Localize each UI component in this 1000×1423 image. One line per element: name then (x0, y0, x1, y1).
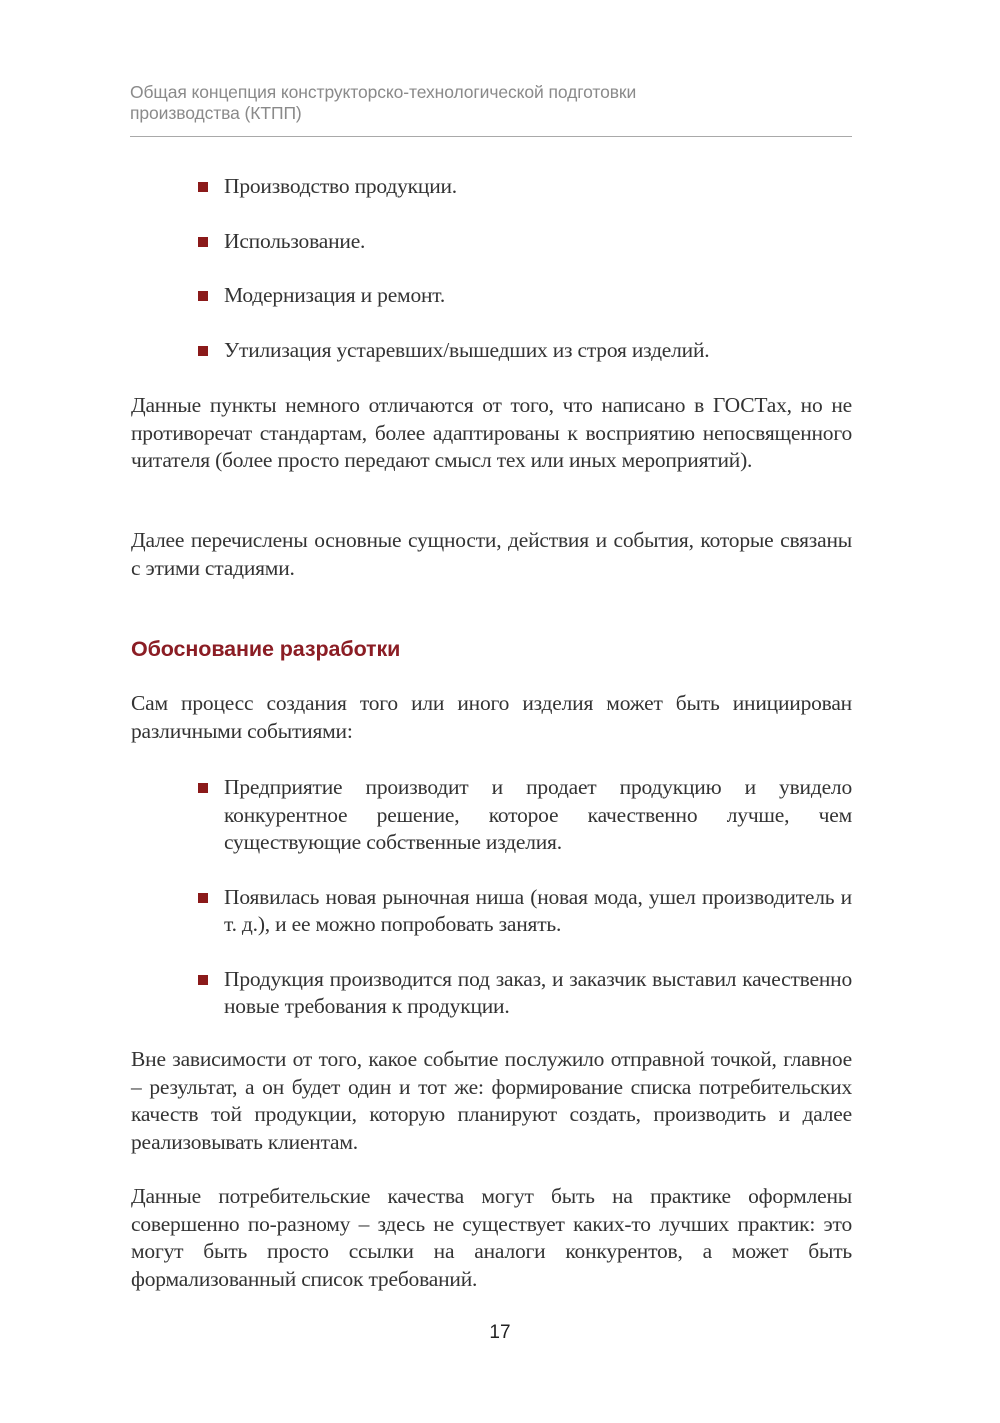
square-bullet-icon (198, 893, 208, 903)
list-item (195, 228, 852, 256)
list-item-text: Утилизация устаревших/вышедших из строя изделий. (224, 337, 710, 362)
running-header (130, 82, 770, 124)
paragraph-gost-note: Данные пункты немного отличаются от того, что написано в ГОСТах, но не противоречат стандартам, более адаптированы к восприятию непосвященного читателя (более просто передают смысл тех или иных мероприятий). (131, 393, 852, 472)
section-heading: Обоснование разработки (131, 637, 401, 661)
running-header-line-2: производства (КТПП) (130, 103, 302, 123)
square-bullet-icon (198, 975, 208, 985)
square-bullet-icon (198, 291, 208, 301)
stages-list (195, 173, 852, 364)
page-number: 17 (489, 1322, 511, 1343)
list-item-text: Использование. (224, 228, 366, 253)
running-header-line-1: Общая концепция конструкторско-технологической подготовки (130, 82, 637, 102)
square-bullet-icon (198, 182, 208, 192)
list-item (195, 337, 852, 365)
square-bullet-icon (198, 346, 208, 356)
list-item (195, 173, 852, 201)
square-bullet-icon (198, 237, 208, 247)
list-item-text: Продукция производится под заказ, и заказчик выставил качественно новые требования к продукции. (224, 966, 852, 1018)
events-list (195, 774, 852, 1021)
paragraph-entities-intro: Далее перечислены основные сущности, действия и события, которые связаны с этими стадиями. (131, 528, 852, 580)
header-divider (130, 136, 852, 137)
list-item (195, 884, 852, 939)
paragraph-result: Вне зависимости от того, какое событие послужило отправной точкой, главное – результат, а он будет один и тот же: формирование списка потребительских качеств той продукции, которую планируют создать, производить и далее реализовывать клиентам. (131, 1047, 852, 1154)
paragraph-consumer-qualities: Данные потребительские качества могут быть на практике оформлены совершенно по-разному – здесь не существует каких-то лучших практик: это могут быть просто ссылки на аналоги конкурентов, а может быть формализованный список требований. (131, 1184, 852, 1291)
list-item (195, 966, 852, 1021)
list-item (195, 282, 852, 310)
list-item-text: Модернизация и ремонт. (224, 283, 446, 307)
square-bullet-icon (198, 783, 208, 793)
paragraph-section-intro: Сам процесс создания того или иного изделия может быть инициирован различными событиями: (131, 691, 852, 743)
list-item-text: Появилась новая рыночная ниша (новая мода, ушел производитель и т. д.), и ее можно попробовать занять. (224, 884, 852, 936)
list-item (195, 774, 852, 857)
list-item-text: Предприятие производит и продает продукцию и увидело конкурентное решение, которое качественно лучше, чем существующие собственные изделия. (224, 775, 852, 854)
list-item-text: Производство продукции. (224, 174, 457, 198)
